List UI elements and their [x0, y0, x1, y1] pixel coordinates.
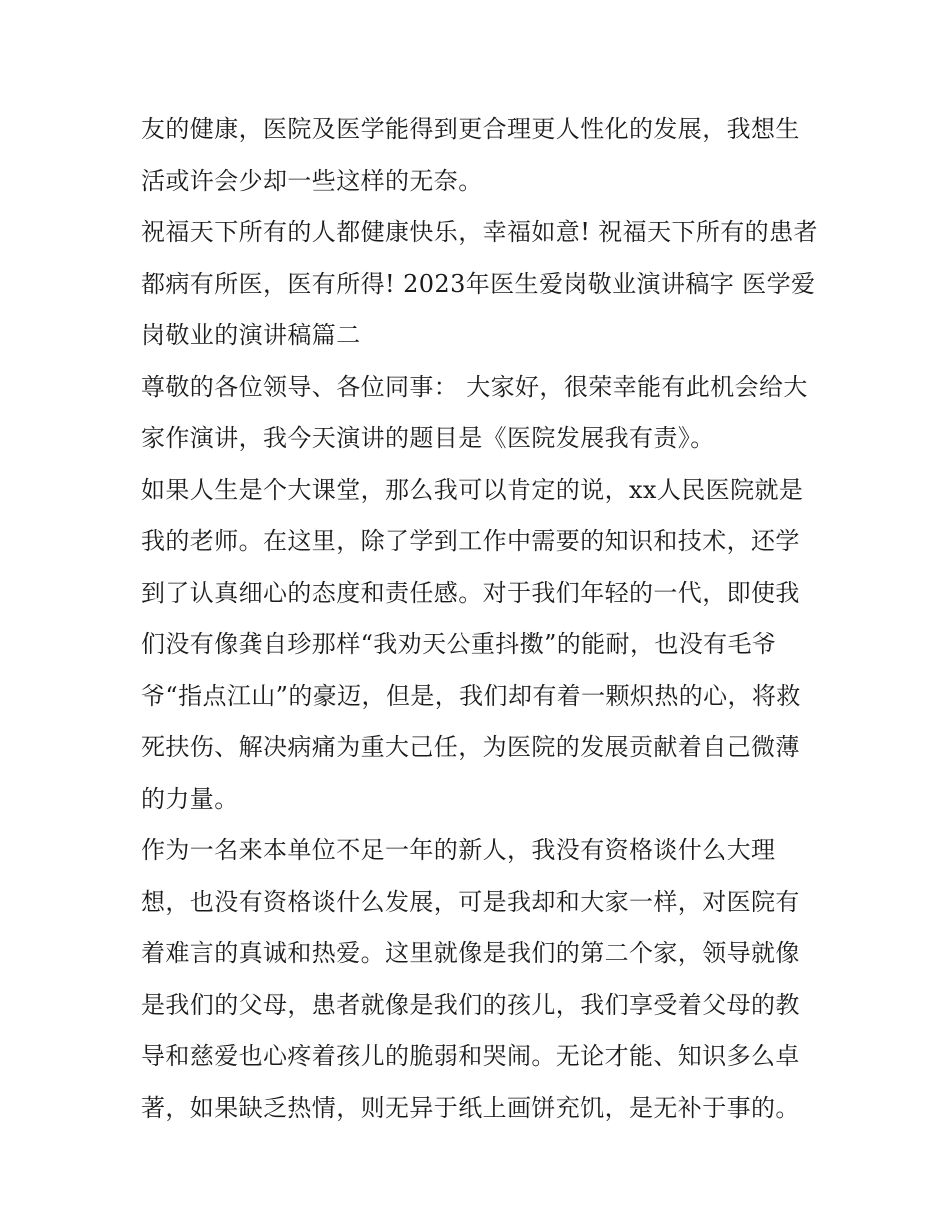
- paragraph-2: 祝福天下所有的人都健康快乐，幸福如意! 祝福天下所有的患者都病有所医，医有所得! 2023年医生爱岗敬业演讲稿字 医学爱岗敬业的演讲稿篇二: [141, 218, 818, 349]
- paragraph-5: 作为一名来本单位不足一年的新人，我没有资格谈什么大理想，也没有资格谈什么发展，可是我却和大家一样，对医院有着难言的真诚和热爱。这里就像是我们的第二个家，领导就像是我们的父母，患者就像是我们的孩儿，我们享受着父母的教导和慈爱也心疼着孩儿的脆弱和哭闹。无论才能、知识多么卓著，如果缺乏热情，则无异于纸上画饼充饥，是无补于事的。: [141, 836, 800, 1122]
- paragraph-4: 如果人生是个大课堂，那么我可以肯定的说，xx人民医院就是我的老师。在这里，除了学到工作中需要的知识和技术，还学到了认真细心的态度和责任感。对于我们年轻的一代，即使我们没有像龚自珍那样“我劝天公重抖擞”的能耐，也没有毛爷爷“指点江山”的豪迈，但是，我们却有着一颗炽热的心，将救死扶伤、解决病痛为重大己任，为医院的发展贡献着自己微薄的力量。: [141, 475, 804, 813]
- document-body: [141, 104, 821, 1134]
- paragraph-3: 尊敬的各位领导、各位同事： 大家好，很荣幸能有此机会给大家作演讲，我今天演讲的题目是《医院发展我有责》。: [141, 372, 808, 452]
- paragraph-1: 友的健康，医院及医学能得到更合理更人性化的发展，我想生活或许会少却一些这样的无奈。: [141, 115, 800, 195]
